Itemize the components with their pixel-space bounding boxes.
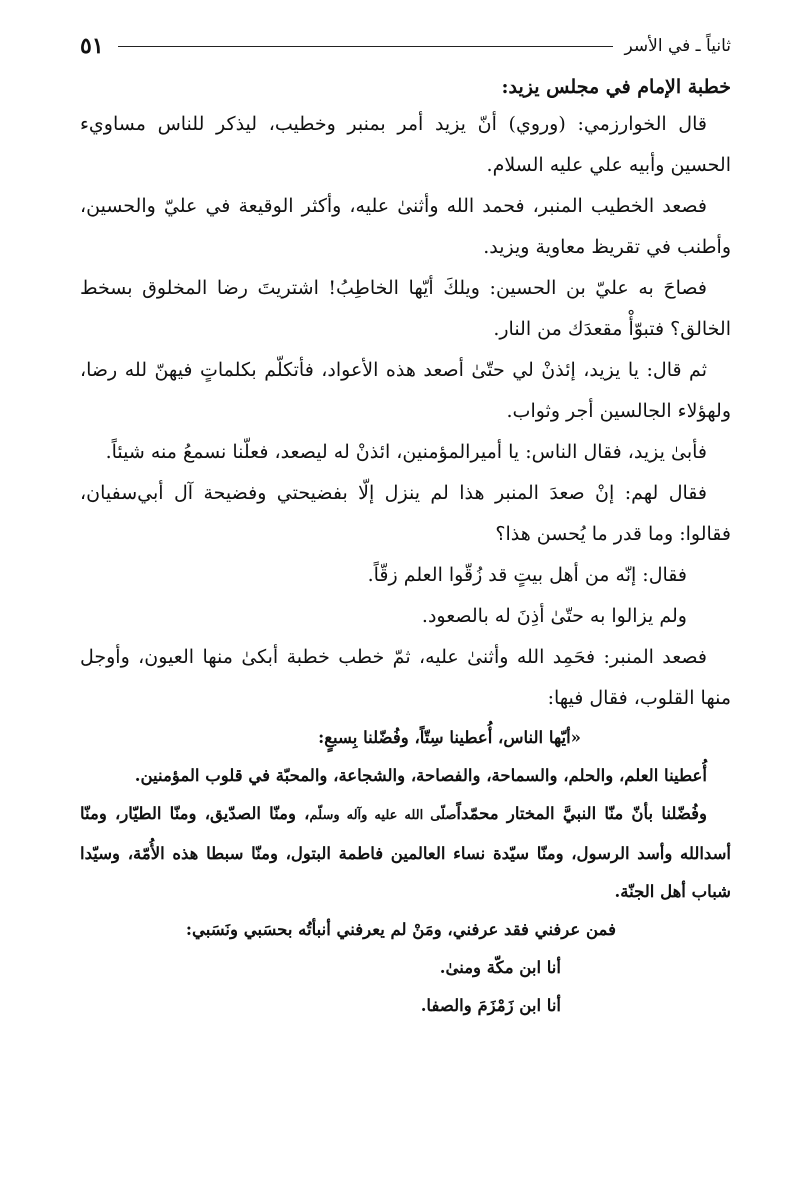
- sermon-verse: أنا ابن زَمْزَمَ والصفا.: [420, 996, 561, 1015]
- paragraph: فصعد الخطيب المنبر، فحمد الله وأثنىٰ عليه، وأكثر الوقيعة في عليّ والحسين، وأطنب في تقريظ معاوية ويزيد.: [80, 195, 731, 258]
- sermon-verse: أنا ابن مكّة ومنىٰ.: [439, 958, 561, 977]
- page-number: ٥١: [80, 33, 104, 59]
- closing-paragraph: فصعد المنبر: فحَمِد الله وأثنىٰ عليه، ثمّ خطب خطبة أبكىٰ منها العيون، وأوجل منها القلوب، فقال فيها:: [80, 646, 731, 709]
- merits-part-a: وفُضّلنا بأنّ منّا النبيَّ المختار محمّداً: [456, 804, 707, 823]
- paragraph: فأبىٰ يزيد، فقال الناس: يا أميرالمؤمنين، ائذنْ له ليصعد، فعلّنا نسمعُ منه شيئاً.: [105, 441, 707, 463]
- sermon-opening: «أيّها الناس، أُعطينا سِتّاً، وفُضّلنا بِسبعٍ:: [318, 728, 581, 747]
- merits-part-b: ، ومنّا الصدّيق، ومنّا الطيّار، ومنّا أسدالله وأسد الرسول، ومنّا سيّدة نساء العالمين فاطمة البتول، ومنّا سبطا هذه الأُمّة، وسيّدا شباب أهل الجنّة.: [80, 804, 731, 901]
- paragraph: فقال لهم: إنْ صعدَ المنبر هذا لم ينزل إلّا بفضيحتي وفضيحة آل أبي‌سفيان، فقالوا: وما قدر ما يُحسن هذا؟: [80, 482, 731, 545]
- sermon-verse: فمن عرفني فقد عرفني، ومَنْ لم يعرفني أنبأتُه بحسَبي ونَسَبي:: [185, 920, 616, 939]
- reply-line: ولم يزالوا به حتّىٰ أذِنَ له بالصعود.: [421, 605, 687, 627]
- running-title: ثانياً ـ في الأسر: [624, 36, 731, 56]
- reply-line: فقال: إنّه من أهل بيتٍ قد زُقّوا العلم زقّاً.: [367, 564, 687, 586]
- page-header: [80, 32, 731, 60]
- paragraph: فصاحَ به عليّ بن الحسين: ويلكَ أيّها الخاطِبُ! اشتريتَ رضا المخلوق بسخط الخالق؟ فتبوّأْ مقعدَك من النار.: [80, 277, 731, 340]
- section-heading: خطبة الإمام في مجلس يزيد:: [501, 76, 731, 98]
- sermon-seven-merits: [80, 795, 731, 911]
- header-rule: [118, 46, 613, 47]
- paragraph: ثم قال: يا يزيد، إئذنْ لي حتّىٰ أصعد هذه الأعواد، فأتكلّم بكلماتٍ فيهنّ لله رضا، ولهؤلاء الجالسين أجر وثواب.: [80, 359, 731, 422]
- sermon-six-gifts: أُعطينا العلم، والحلم، والسماحة، والفصاحة، والشجاعة، والمحبّة في قلوب المؤمنين.: [134, 766, 707, 785]
- salawat-mark: صلّى الله عليه وآله وسلّم: [309, 808, 457, 823]
- paragraph: قال الخوارزمي: (وروي) أنّ يزيد أمر بمنبر وخطيب، ليذكر للناس مساويء الحسين وأبيه علي عليه السلام.: [80, 113, 731, 176]
- page-body: [80, 70, 731, 1025]
